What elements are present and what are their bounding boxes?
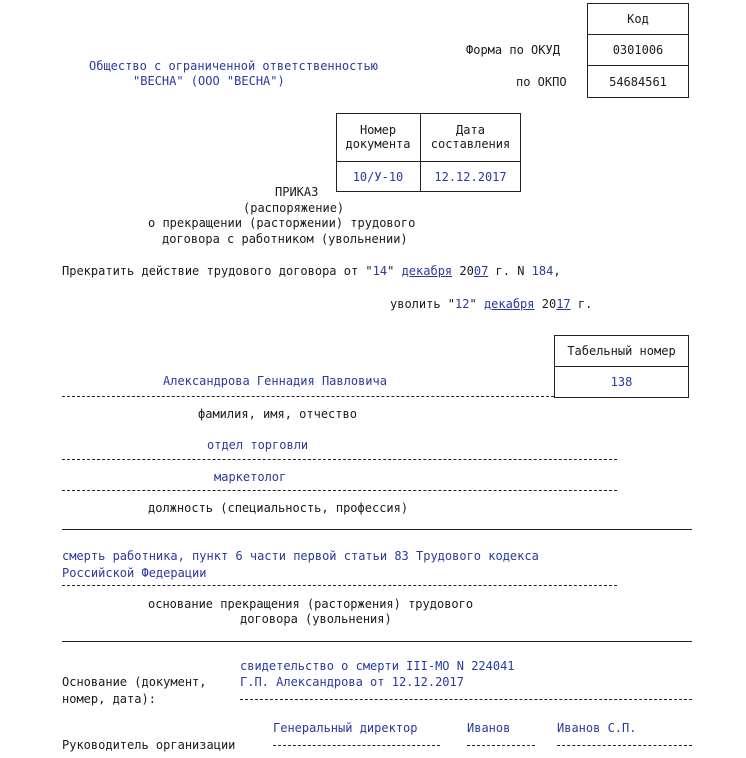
reason-caption-line2: договора (увольнения)	[240, 612, 392, 626]
okpo-label: по ОКПО	[516, 75, 567, 89]
order-subject-line1: о прекращении (расторжении) трудового	[148, 216, 416, 230]
basis-value-line2: Г.П. Александрова от 12.12.2017	[240, 675, 464, 689]
basis-label-line2: номер, дата):	[62, 692, 156, 706]
employee-name: Александрова Геннадия Павловича	[163, 374, 387, 388]
tab-number-value: 138	[610, 375, 633, 389]
dismiss-day: 12	[455, 297, 470, 311]
doc-number-value: 10/У-10	[352, 169, 404, 184]
order-title: ПРИКАЗ	[275, 185, 319, 199]
basis-label-line1: Основание (документ,	[62, 675, 207, 689]
dismiss-year: 17	[556, 297, 571, 311]
organization-line1: Общество с ограниченной ответственностью	[89, 59, 378, 73]
dismiss-line: уволить "12" декабря 2017 г.	[390, 297, 593, 311]
okpo-value: 54684561	[609, 74, 667, 89]
reason-line2: Российской Федерации	[62, 566, 207, 580]
terminate-line: Прекратить действие трудового договора от "14" декабря 2007 г. N 184,	[62, 264, 561, 278]
employee-name-caption: фамилия, имя, отчество	[198, 407, 357, 421]
doc-date-value: 12.12.2017	[434, 169, 507, 184]
contract-year: 07	[473, 264, 489, 278]
organization-line2: "ВЕСНА" (ООО "ВЕСНА")	[133, 74, 285, 88]
doc-number-header: Номер документа	[345, 123, 411, 151]
dismiss-month: декабря	[483, 297, 535, 311]
code-header: Код	[627, 11, 649, 26]
order-subtitle: (распоряжение)	[243, 201, 345, 215]
order-subject-line2: договора с работником (увольнении)	[162, 232, 408, 246]
employee-position-caption: должность (специальность, профессия)	[148, 501, 409, 515]
reason-line1: смерть работника, пункт 6 части первой статьи 83 Трудового кодекса	[62, 549, 539, 563]
employee-position: маркетолог	[214, 470, 287, 484]
head-label: Руководитель организации	[62, 738, 236, 752]
okud-label: Форма по ОКУД	[466, 43, 560, 57]
head-name: Иванов С.П.	[557, 721, 637, 735]
contract-month: декабря	[401, 264, 453, 278]
doc-date-header: Дата составления	[430, 123, 511, 151]
contract-day: 14	[372, 264, 388, 278]
basis-value-line1: свидетельство о смерти III-МО N 224041	[240, 659, 515, 673]
okud-value: 0301006	[612, 42, 664, 57]
employee-department: отдел торговли	[207, 438, 309, 452]
reason-caption-line1: основание прекращения (расторжения) трудового	[148, 597, 474, 611]
head-signature: Иванов	[467, 721, 511, 735]
tab-number-header: Табельный номер	[567, 343, 676, 358]
head-position: Генеральный директор	[273, 721, 418, 735]
contract-number: 184	[531, 264, 554, 278]
